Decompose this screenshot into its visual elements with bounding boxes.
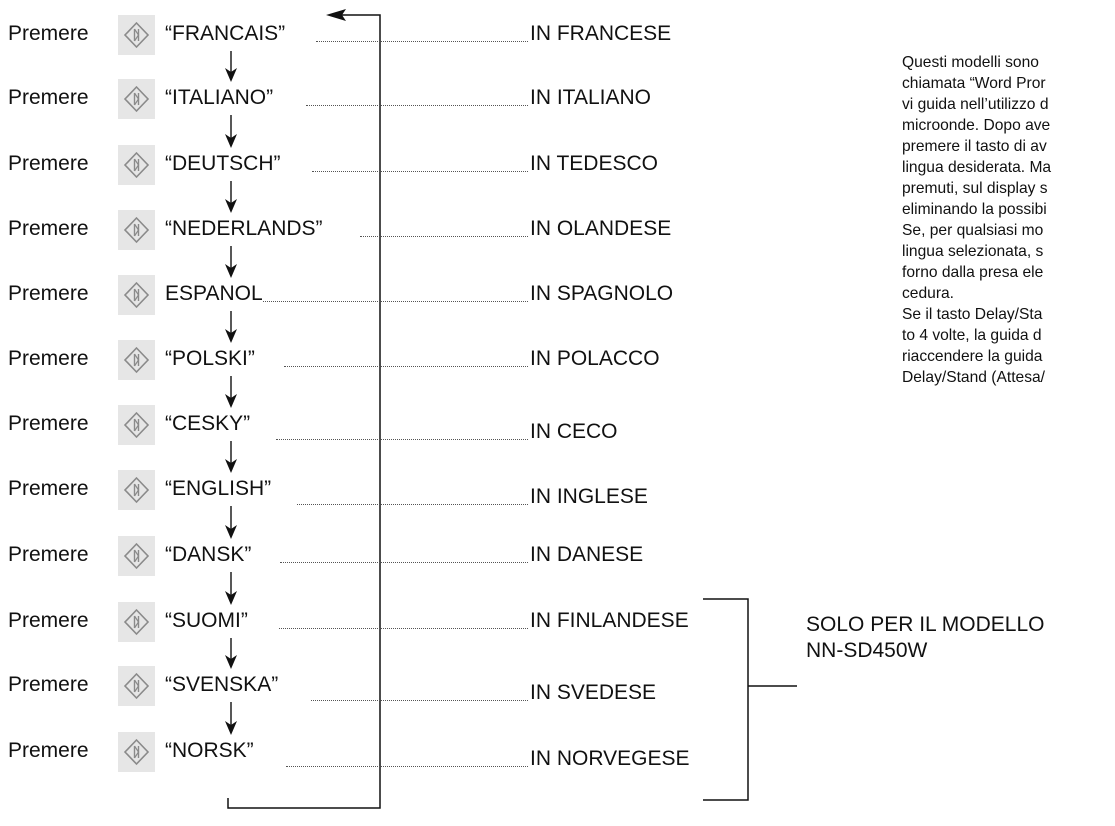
language-option: “ENGLISH” bbox=[165, 477, 272, 500]
language-row bbox=[0, 210, 760, 250]
model-note-line2: NN-SD450W bbox=[806, 639, 928, 662]
start-key-icon bbox=[118, 340, 155, 380]
press-label: Premere bbox=[8, 22, 89, 45]
description-line: lingua selezionata, s bbox=[902, 243, 1044, 260]
language-row bbox=[0, 470, 760, 510]
description-line: cedura. bbox=[902, 285, 955, 302]
description-line: forno dalla presa ele bbox=[902, 264, 1044, 281]
press-label: Premere bbox=[8, 86, 89, 109]
language-option: “SVENSKA” bbox=[165, 673, 279, 696]
leader-dots bbox=[312, 171, 528, 172]
language-row bbox=[0, 602, 760, 642]
leader-dots bbox=[286, 766, 528, 767]
language-result: IN CECO bbox=[530, 420, 618, 443]
start-key-icon bbox=[118, 666, 155, 706]
leader-dots bbox=[276, 439, 528, 440]
description-line: Se, per qualsiasi mo bbox=[902, 222, 1044, 239]
language-option: ESPANOL bbox=[165, 282, 263, 305]
language-result: IN SPAGNOLO bbox=[530, 282, 674, 305]
start-key-icon bbox=[118, 79, 155, 119]
leader-dots bbox=[284, 366, 528, 367]
language-option: “NORSK” bbox=[165, 739, 254, 762]
description-line: Questi modelli sono bbox=[902, 54, 1039, 71]
description-line: lingua desiderata. Ma bbox=[902, 159, 1052, 176]
press-label: Premere bbox=[8, 609, 89, 632]
language-result: IN TEDESCO bbox=[530, 152, 658, 175]
language-option: “DANSK” bbox=[165, 543, 252, 566]
press-label: Premere bbox=[8, 217, 89, 240]
leader-dots bbox=[297, 504, 528, 505]
language-row bbox=[0, 405, 760, 445]
description-text bbox=[902, 52, 1115, 388]
start-key-icon bbox=[118, 210, 155, 250]
start-key-icon bbox=[118, 275, 155, 315]
leader-dots bbox=[316, 41, 528, 42]
start-key-icon bbox=[118, 405, 155, 445]
language-row bbox=[0, 15, 760, 55]
language-result: IN FRANCESE bbox=[530, 22, 672, 45]
start-key-icon bbox=[118, 602, 155, 642]
leader-dots bbox=[360, 236, 528, 237]
description-line: premere il tasto di av bbox=[902, 138, 1047, 155]
description-line: Delay/Stand (Attesa/ bbox=[902, 369, 1046, 386]
language-row bbox=[0, 666, 760, 706]
language-row bbox=[0, 275, 760, 315]
language-option: “NEDERLANDS” bbox=[165, 217, 323, 240]
language-result: IN FINLANDESE bbox=[530, 609, 689, 632]
leader-dots bbox=[306, 105, 528, 106]
language-option: “POLSKI” bbox=[165, 347, 255, 370]
description-line: premuti, sul display s bbox=[902, 180, 1048, 197]
press-label: Premere bbox=[8, 152, 89, 175]
press-label: Premere bbox=[8, 739, 89, 762]
language-row bbox=[0, 145, 760, 185]
language-option: “DEUTSCH” bbox=[165, 152, 281, 175]
description-line: chiamata “Word Pror bbox=[902, 75, 1046, 92]
press-label: Premere bbox=[8, 543, 89, 566]
leader-dots bbox=[311, 700, 528, 701]
language-result: IN DANESE bbox=[530, 543, 644, 566]
description-line: riaccendere la guida bbox=[902, 348, 1043, 365]
start-key-icon bbox=[118, 732, 155, 772]
start-key-icon bbox=[118, 15, 155, 55]
description-line: vi guida nell’utilizzo d bbox=[902, 96, 1049, 113]
language-option: “CESKY” bbox=[165, 412, 251, 435]
language-result: IN SVEDESE bbox=[530, 681, 657, 704]
press-label: Premere bbox=[8, 477, 89, 500]
model-note-line1: SOLO PER IL MODELLO bbox=[806, 613, 1045, 636]
description-line: Se il tasto Delay/Sta bbox=[902, 306, 1043, 323]
model-note bbox=[806, 612, 1044, 664]
language-row bbox=[0, 340, 760, 380]
description-line: eliminando la possibi bbox=[902, 201, 1047, 218]
language-result: IN POLACCO bbox=[530, 347, 660, 370]
language-row bbox=[0, 79, 760, 119]
leader-dots bbox=[263, 301, 528, 302]
press-label: Premere bbox=[8, 412, 89, 435]
press-label: Premere bbox=[8, 282, 89, 305]
description-line: microonde. Dopo ave bbox=[902, 117, 1051, 134]
language-row bbox=[0, 536, 760, 576]
language-option: “SUOMI” bbox=[165, 609, 248, 632]
language-result: IN NORVEGESE bbox=[530, 747, 690, 770]
leader-dots bbox=[280, 562, 528, 563]
start-key-icon bbox=[118, 470, 155, 510]
leader-dots bbox=[279, 628, 528, 629]
press-label: Premere bbox=[8, 673, 89, 696]
language-result: IN INGLESE bbox=[530, 485, 648, 508]
press-label: Premere bbox=[8, 347, 89, 370]
language-row bbox=[0, 732, 760, 772]
language-result: IN OLANDESE bbox=[530, 217, 672, 240]
language-result: IN ITALIANO bbox=[530, 86, 651, 109]
start-key-icon bbox=[118, 536, 155, 576]
start-key-icon bbox=[118, 145, 155, 185]
language-option: “FRANCAIS” bbox=[165, 22, 286, 45]
language-option: “ITALIANO” bbox=[165, 86, 274, 109]
description-line: to 4 volte, la guida d bbox=[902, 327, 1042, 344]
